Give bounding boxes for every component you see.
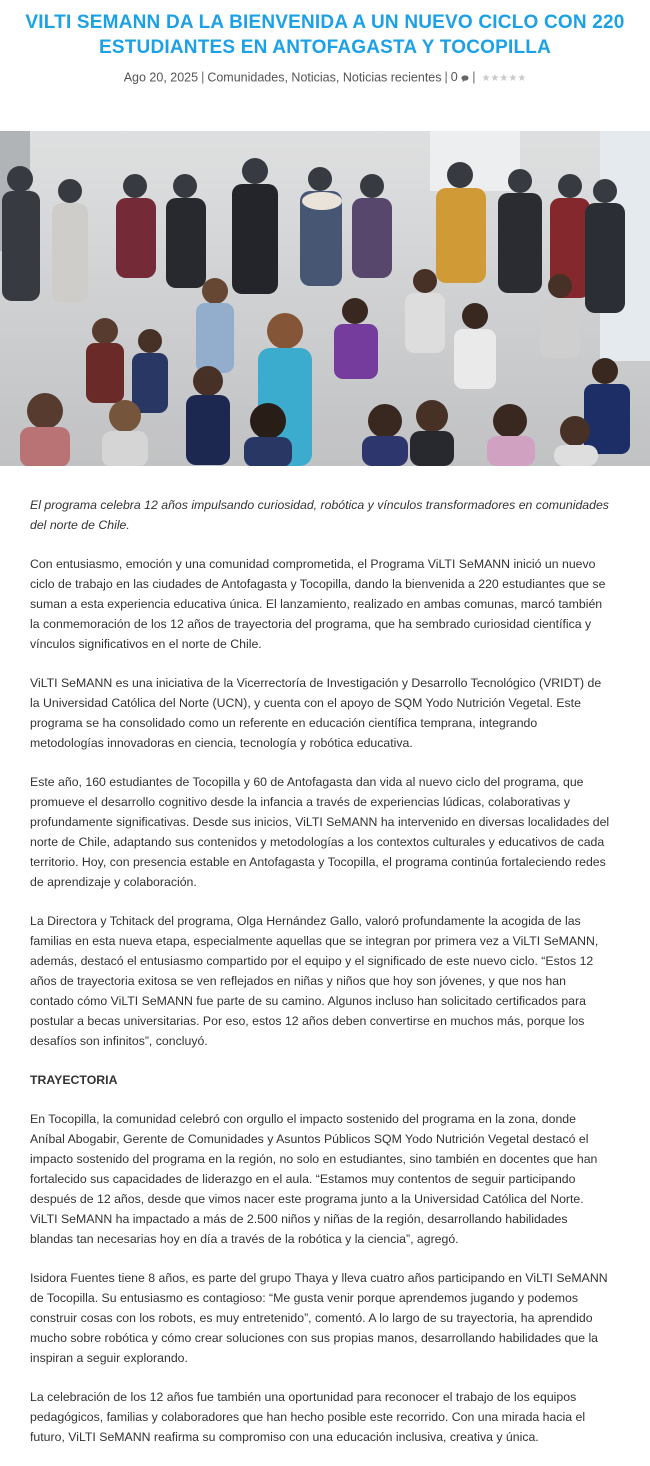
paragraph: En Tocopilla, la comunidad celebró con orgullo el impacto sostenido del programa en la zona, donde Aníbal Abogabir, Gerente de Comunidades y Asuntos Públicos SQM Yodo Nutrición Vegetal destacó el impacto sostenido del programa en la región, no solo en estudiantes, sino también en docentes que han fortalecido sus capacidades de liderazgo en el aula. “Estamos muy contentos de seguir participando después de 12 años, desde que vimos nacer este programa junto a la Universidad Católica del Norte. ViLTI SeMANN ha impactado a más de 2.500 niños y niñas de la región, desarrollando habilidades blandas tan necesarias hoy en día a través de la robótica y la ciencia”, agregó. xyxy=(30,1112,598,1246)
star-icon: ★ xyxy=(508,73,518,84)
group-photo-illustration xyxy=(0,131,650,466)
article-lead: El programa celebra 12 años impulsando curiosidad, robótica y vínculos transformadores en comunidades del norte de Chile. xyxy=(30,498,609,532)
article-title: VILTI SEMANN DA LA BIENVENIDA A UN NUEVO CICLO CON 220 ESTUDIANTES EN ANTOFAGASTA Y TOCOPILLA xyxy=(25,12,625,58)
paragraph: La celebración de los 12 años fue también una oportunidad para reconocer el trabajo de los equipos pedagógicos, familias y colaboradores que han hecho posible este recorrido. Con una mirada hacia el futuro, ViLTI SeMANN reafirma su compromiso con una educación inclusiva, creativa y única. xyxy=(30,1390,586,1444)
star-icon: ★ xyxy=(481,73,491,84)
comment-count: 0 xyxy=(450,70,458,85)
comment-icon xyxy=(461,75,469,82)
paragraph: ViLTI SeMANN es una iniciativa de la Vicerrectoría de Investigación y Desarrollo Tecnológico (VRIDT) de la Universidad Católica del Norte (UCN), y cuenta con el apoyo de SQM Yodo Nutrición Vegetal. Este programa se ha consolidado como un referente en educación científica temprana, integrando metodologías innovadoras en ciencia, tecnología y robótica educativa. xyxy=(30,676,602,750)
paragraph: La Directora y Tchitack del programa, Olga Hernández Gallo, valoró profundamente la acogida de las familias en esta nueva etapa, especialmente aquellas que se integran por primera vez a ViLTI SeMANN, además, destacó el entusiasmo compartido por el equipo y el significado de este nuevo ciclo. “Estos 12 años de trayectoria exitosa se ven reflejados en niñas y niños que hoy son jóvenes, y que nos han contado cómo ViLTI SeMANN fue parte de su camino. Algunos incluso han solicitado certificados para postular a becas universitarias. Por eso, estos 12 años deben convertirse en muchos más, porque los desafíos son infinitos”, concluyó. xyxy=(30,914,599,1048)
paragraph: Con entusiasmo, emoción y una comunidad comprometida, el Programa ViLTI SeMANN inició un nuevo ciclo de trabajo en las ciudades de Antofagasta y Tocopilla, dando la bienvenida a 220 estudiantes que se suman a esta experiencia educativa única. El lanzamiento, realizado en ambas comunas, marcó también la conmemoración de los 12 años de trayectoria del programa, que ha sembrado curiosidad científica y vínculos significativos en el norte de Chile. xyxy=(30,557,606,651)
comments-link[interactable] xyxy=(451,70,469,84)
star-icon: ★ xyxy=(517,73,527,84)
paragraph: Isidora Fuentes tiene 8 años, es parte del grupo Thaya y lleva cuatro años participando en ViLTI SeMANN de Tocopilla. Su entusiasmo es contagioso: “Me gusta venir porque aprendemos jugando y podemos construir cosas con los robots, es muy entretenido”, comentó. A lo largo de su trayectoria, ha aprendido mucho sobre robótica y cómo crear soluciones con sus propias manos, desarrollando habilidades que la inspiran a seguir explorando. xyxy=(30,1271,608,1365)
post-date: Ago 20, 2025 xyxy=(123,70,199,85)
section-heading: TRAYECTORIA xyxy=(30,1073,118,1087)
star-icon: ★ xyxy=(490,73,500,84)
category-link-noticias-recientes[interactable]: Noticias recientes xyxy=(342,70,442,85)
category-link-noticias[interactable]: Noticias xyxy=(291,70,336,85)
star-icon: ★ xyxy=(499,73,509,84)
featured-photo xyxy=(0,131,650,466)
paragraph: Este año, 160 estudiantes de Tocopilla y 60 de Antofagasta dan vida al nuevo ciclo del programa, que promueve el desarrollo cognitivo desde la infancia a través de experiencias lúdicas, colaborativas y profundamente significativas. Desde sus inicios, ViLTI SeMANN ha intervenido en diversas localidades del norte de Chile, adaptando sus contenidos y metodologías a los contextos culturales y educativos de cada territorio. Hoy, con presencia estable en Antofagasta y Tocopilla, el programa continúa fortaleciendo redes de aprendizaje y colaboración. xyxy=(30,775,610,889)
category-link-comunidades[interactable]: Comunidades xyxy=(207,70,285,85)
star-rating[interactable] xyxy=(481,68,526,88)
article-body xyxy=(30,495,612,1466)
post-meta: Ago 20, 2025 | Comunidades, Noticias, Noticias recientes | 0 | ★★★★★ xyxy=(0,68,650,88)
